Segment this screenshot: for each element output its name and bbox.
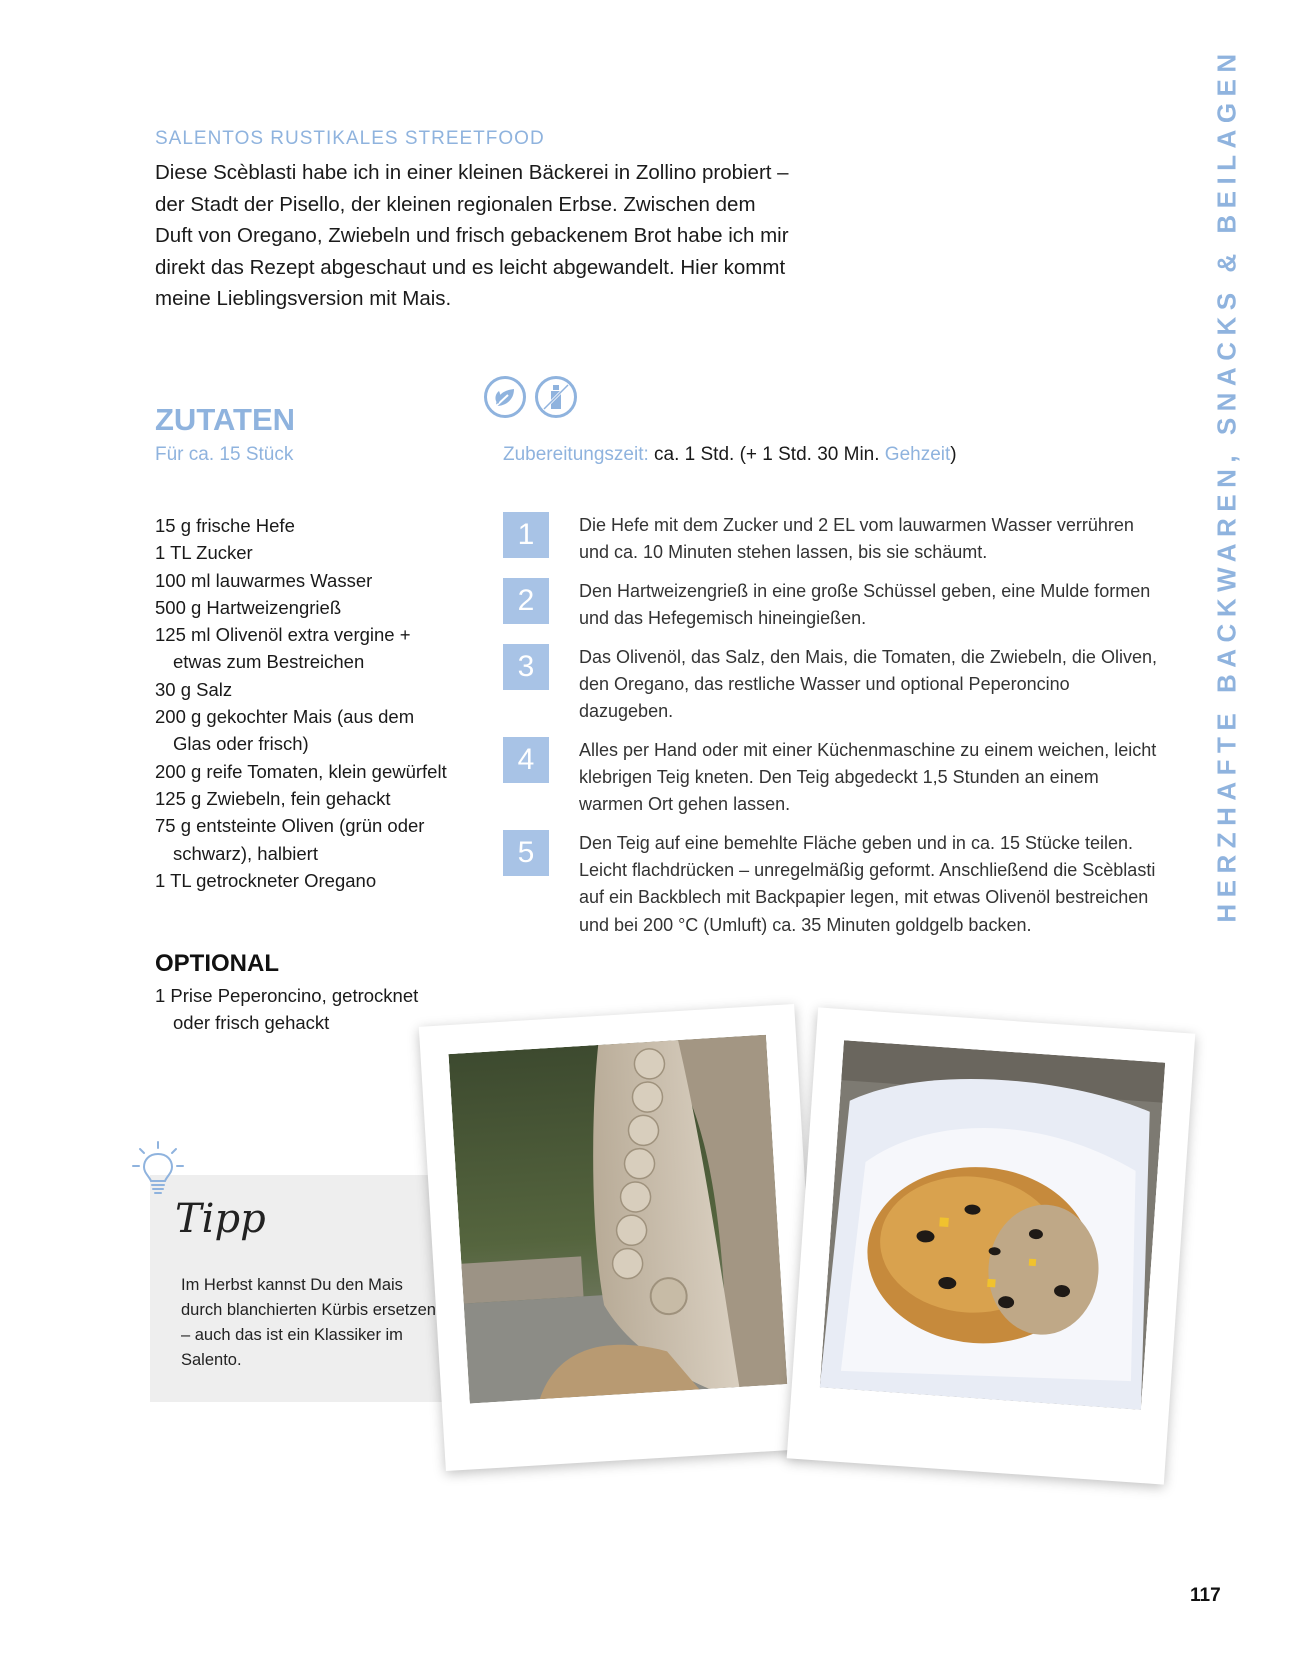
ingredient-item: 500 g Hartweizengrieß (155, 596, 342, 618)
step-number: 4 (503, 737, 549, 783)
prep-time-close: ) (950, 444, 957, 465)
step-text: Das Olivenöl, das Salz, den Mais, die Tomaten, die Zwiebeln, die Oliven, den Oregano, das restliche Wasser und optional Peperoncino dazugeben. (579, 647, 1157, 722)
chapter-title: HERZHAFTE BACKWAREN, SNACKS & BEILAGEN (1211, 47, 1242, 923)
step-number: 1 (503, 512, 549, 558)
ingredients-title: ZUTATEN (155, 402, 296, 437)
rest-time-label: Gehzeit (884, 444, 951, 465)
step-number: 2 (503, 578, 549, 624)
ingredient-item: 15 g frische Hefe (155, 515, 295, 536)
page-number: 117 (1190, 1585, 1221, 1606)
ingredient-item: 100 ml lauwarmes Wasser (155, 569, 373, 591)
step-text: Den Hartweizengrieß in eine große Schüssel geben, eine Mulde formen und das Hefegemisch hineingießen. (579, 581, 1151, 629)
prep-time-value: ca. 1 Std. (+ 1 Std. 30 Min. (654, 444, 880, 465)
intro-paragraph: Diese Scèblasti habe ich in einer kleinen Bäckerei in Zollino probiert – der Stadt der Pisello, der kleinen regionalen Erbse. Zwischen dem Duft von Oregano, Zwiebeln und frisch gebackenem Brot habe ich mir direkt das Rezept abgeschaut und es leicht abgewandelt. Hier kommt meine Lieblingsversion mit Mais. (155, 161, 789, 310)
section-subheading: SALENTOS RUSTIKALES STREETFOOD (155, 128, 545, 149)
bread-photo (820, 1040, 1165, 1410)
vegan-leaves-icon (484, 376, 526, 418)
ingredient-item: 200 g reife Tomaten, klein gewürfelt (155, 760, 447, 782)
step-number: 3 (503, 644, 549, 690)
step-text: Alles per Hand oder mit einer Küchenmaschine zu einem weichen, leicht klebrigen Teig kneten. Den Teig abgedeckt 1,5 Stunden an einem warmen Ort gehen lassen. (579, 740, 1157, 815)
photo-frame-statue (419, 1004, 821, 1471)
step-number: 5 (503, 830, 549, 876)
ingredient-item: 125 g Zwiebeln, fein gehackt (155, 787, 391, 809)
step-text: Die Hefe mit dem Zucker und 2 EL vom lauwarmen Wasser verrühren und ca. 10 Minuten stehen lassen, bis sie schäumt. (579, 515, 1134, 563)
statue-photo (448, 1035, 787, 1404)
ingredient-item: 75 g entsteinte Oliven (grün oder schwarz), halbiert (155, 815, 425, 864)
tip-title: Tipp (175, 1196, 266, 1242)
servings-label: Für ca. 15 Stück (155, 444, 294, 465)
ingredient-item: 30 g Salz (155, 678, 233, 700)
optional-title: OPTIONAL (155, 950, 279, 977)
ingredient-item: 1 TL getrockneter Oregano (155, 869, 377, 891)
tip-text: Im Herbst kannst Du den Mais durch blanchierten Kürbis ersetzen – auch das ist ein Klassiker im Salento. (181, 1276, 436, 1369)
step-text: Den Teig auf eine bemehlte Fläche geben und in ca. 15 Stücke teilen. Leicht flachdrücken – unregelmäßig geformt. Anschließend die Scèblasti auf ein Backblech mit Backpapier legen, mit etwas Olivenöl bestreichen und bei 200 °C (Umluft) ca. 35 Minuten goldgelb backen. (579, 833, 1156, 935)
ingredient-item: 125 ml Olivenöl extra vergine + etwas zum Bestreichen (155, 624, 411, 673)
chapter-sidebar (1207, 47, 1247, 923)
optional-list (155, 982, 455, 1037)
prep-time (503, 444, 957, 466)
prep-time-label: Zubereitungszeit: (503, 444, 649, 465)
optional-item: 1 Prise Peperoncino, getrocknet oder frisch gehackt (155, 985, 419, 1034)
photo-frame-bread (787, 1007, 1196, 1484)
ingredient-item: 1 TL Zucker (155, 542, 253, 564)
olive-oil-bottle-icon (535, 376, 577, 418)
ingredient-item: 200 g gekochter Mais (aus dem Glas oder frisch) (155, 706, 415, 755)
ingredient-list (155, 512, 455, 894)
